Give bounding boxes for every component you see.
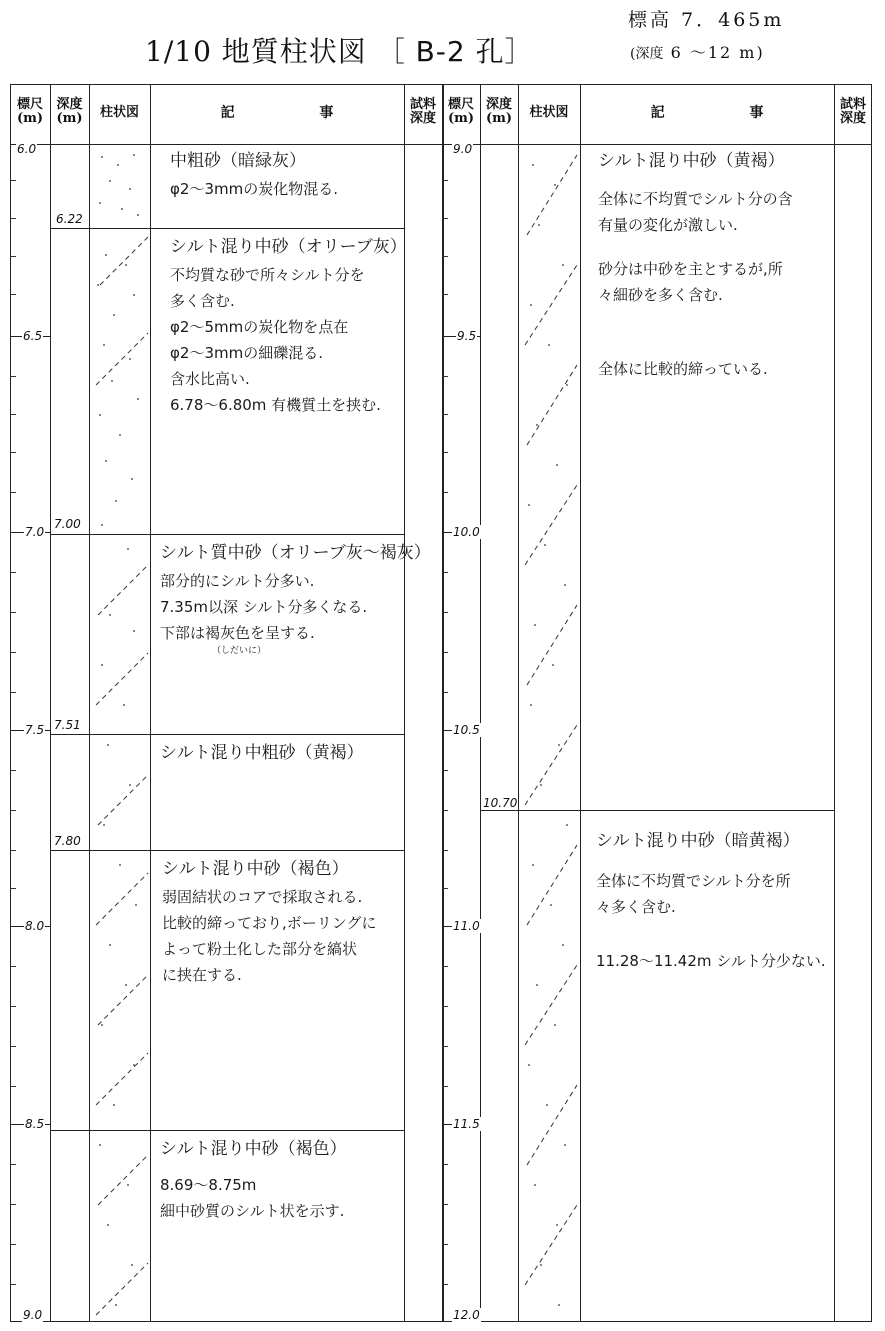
header-column: 柱状図	[99, 105, 139, 120]
scale-label: 11.5	[453, 1117, 480, 1131]
scale-label: 9.0	[453, 142, 473, 156]
divider-center	[442, 84, 444, 1322]
divider	[580, 84, 581, 1322]
layer-description: シルト混り中砂（黄褐） 全体に不均質でシルト分の含 有量の変化が激しい. 砂分は中砂を主とするが,所 々細砂を多く含む. 全体に比較的締っている.	[598, 151, 793, 378]
depth-label: 6.22	[56, 212, 83, 226]
header-article: 記 事	[220, 105, 374, 121]
depth-label: 7.80	[54, 834, 81, 848]
depth-range-value: 6 ～12 m)	[670, 43, 765, 62]
scale-label: 7.5	[25, 723, 45, 737]
column-pattern-left	[90, 145, 150, 1322]
depth-range	[630, 40, 765, 63]
layer-description: シルト混り中砂（褐色） 弱固結状のコアで採取される. 比較的締っており,ボーリングに よって粉土化した部分を縞状 に挟在する.	[162, 859, 377, 984]
scale-label: 9.0	[23, 1308, 43, 1322]
header-scale: 標尺 (m)	[16, 97, 44, 126]
depth-range-label: (深度	[630, 46, 664, 62]
scale-label: 8.5	[25, 1117, 45, 1131]
scale-label: 8.0	[25, 919, 45, 933]
layer-description: シルト混り中粗砂（黄褐）	[160, 743, 364, 763]
header-sample: 試料 深度	[409, 97, 436, 126]
column-pattern-right	[519, 145, 580, 1322]
hole-id: ［ B-2 孔］	[376, 35, 534, 68]
divider	[480, 84, 481, 1322]
header-column: 柱状図	[529, 105, 569, 120]
layer-description: シルト混り中砂（暗黄褐） 全体に不均質でシルト分を所 々多く含む. 11.28～11.42m シルト分少ない.	[596, 831, 826, 970]
divider	[150, 84, 151, 1322]
header-sample: 試料 深度	[839, 97, 866, 126]
scale-label: 6.5	[23, 329, 43, 343]
scale-label: 6.0	[17, 142, 37, 156]
elevation-label: 標高 7．465m	[628, 9, 785, 31]
depth-label: 7.00	[54, 517, 81, 531]
header-depth: 深度 (m)	[56, 97, 83, 126]
scale-label: 10.5	[453, 723, 480, 737]
header-depth: 深度 (m)	[485, 97, 513, 126]
depth-label: 10.70	[483, 796, 518, 810]
ruby-note: （しだいに）	[212, 646, 267, 656]
scale-label: 7.0	[25, 525, 45, 539]
scale-label: 10.0	[453, 525, 480, 539]
header-article: 記 事	[650, 105, 804, 121]
layer-description: シルト質中砂（オリーブ灰～褐灰） 部分的にシルト分多い. 7.35m以深 シルト分多くなる. 下部は褐灰色を呈する. （しだいに）	[160, 543, 431, 656]
divider	[834, 84, 835, 1322]
sand-pattern	[90, 145, 150, 1322]
header-scale: 標尺 (m)	[447, 97, 475, 126]
divider	[50, 84, 51, 1322]
scale-label: 11.0	[453, 919, 480, 933]
page-title	[145, 30, 534, 70]
title-text: 1/10 地質柱状図	[145, 35, 367, 68]
layer-description: シルト混り中砂（オリーブ灰） 不均質な砂で所々シルト分を 多く含む. φ2～5mmの炭化物を点在 φ2～3mmの細礫混る. 含水比高い. 6.78～6.80m 有機質土を挟む.	[170, 237, 407, 414]
depth-label: 7.51	[54, 718, 81, 732]
layer-description: シルト混り中砂（褐色） 8.69～8.75m 細中砂質のシルト状を示す.	[160, 1139, 347, 1220]
scale-label: 12.0	[453, 1308, 480, 1322]
layer-description: 中粗砂（暗緑灰） φ2～3mmの炭化物混る.	[170, 151, 338, 198]
sand-pattern	[519, 145, 580, 1322]
scale-label: 9.5	[457, 329, 477, 343]
